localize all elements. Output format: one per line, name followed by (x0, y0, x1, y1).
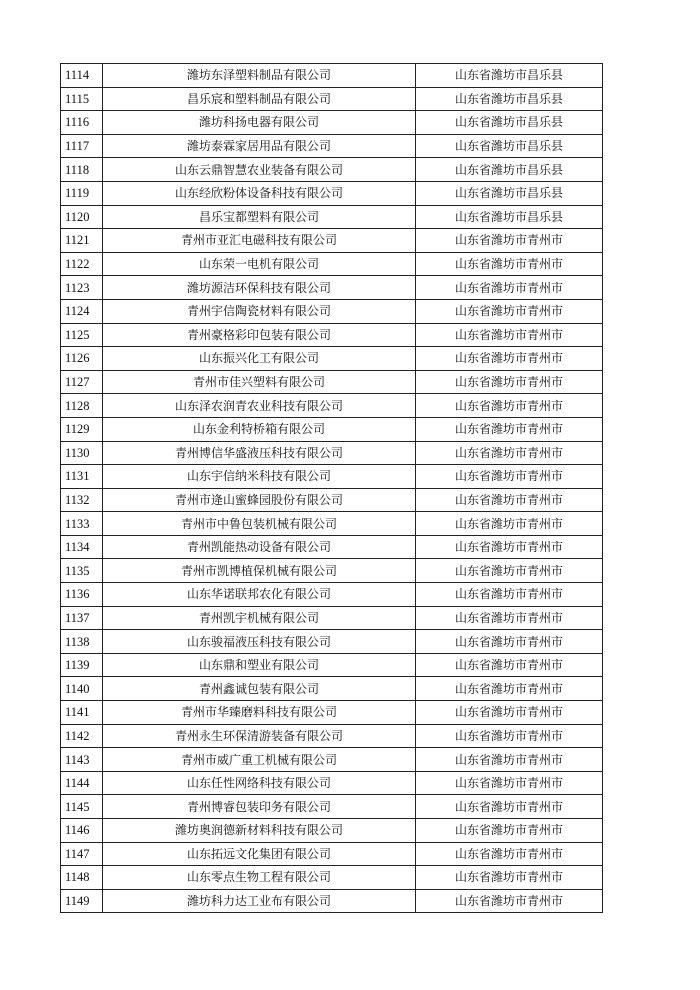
row-number-cell: 1136 (61, 583, 103, 607)
table-row (61, 724, 603, 748)
table-row (61, 158, 603, 182)
table-row (61, 87, 603, 111)
company-name-cell: 青州市凯博植保机械有限公司 (103, 559, 416, 583)
row-number-cell: 1135 (61, 559, 103, 583)
row-number-cell: 1149 (61, 889, 103, 913)
location-cell: 山东省潍坊市青州市 (416, 771, 603, 795)
location-cell: 山东省潍坊市青州市 (416, 606, 603, 630)
company-name-cell: 青州博睿包装印务有限公司 (103, 795, 416, 819)
table-body (61, 64, 603, 913)
table-row (61, 299, 603, 323)
location-cell: 山东省潍坊市青州市 (416, 252, 603, 276)
table-row (61, 653, 603, 677)
location-cell: 山东省潍坊市青州市 (416, 535, 603, 559)
company-name-cell: 青州市佳兴塑料有限公司 (103, 370, 416, 394)
table-row (61, 276, 603, 300)
location-cell: 山东省潍坊市青州市 (416, 724, 603, 748)
row-number-cell: 1148 (61, 866, 103, 890)
row-number-cell: 1115 (61, 87, 103, 111)
location-cell: 山东省潍坊市昌乐县 (416, 181, 603, 205)
company-name-cell: 潍坊东泽塑料制品有限公司 (103, 64, 416, 88)
row-number-cell: 1133 (61, 512, 103, 536)
company-name-cell: 潍坊奥润德新材料科技有限公司 (103, 819, 416, 843)
company-name-cell: 青州市华臻磨料科技有限公司 (103, 701, 416, 725)
company-name-cell: 昌乐宸和塑料制品有限公司 (103, 87, 416, 111)
company-name-cell: 昌乐宝都塑料有限公司 (103, 205, 416, 229)
company-name-cell: 山东经欣粉体设备科技有限公司 (103, 181, 416, 205)
location-cell: 山东省潍坊市昌乐县 (416, 158, 603, 182)
row-number-cell: 1144 (61, 771, 103, 795)
row-number-cell: 1126 (61, 347, 103, 371)
company-name-cell: 山东骏福液压科技有限公司 (103, 630, 416, 654)
table-row (61, 181, 603, 205)
company-name-cell: 青州豪格彩印包装有限公司 (103, 323, 416, 347)
table-row (61, 347, 603, 371)
table-row (61, 701, 603, 725)
table-row (61, 441, 603, 465)
row-number-cell: 1131 (61, 465, 103, 489)
table-row (61, 370, 603, 394)
row-number-cell: 1125 (61, 323, 103, 347)
company-name-cell: 潍坊科扬电器有限公司 (103, 111, 416, 135)
location-cell: 山东省潍坊市青州市 (416, 488, 603, 512)
location-cell: 山东省潍坊市青州市 (416, 370, 603, 394)
company-name-cell: 山东泽农润青农业科技有限公司 (103, 394, 416, 418)
row-number-cell: 1121 (61, 229, 103, 253)
company-name-cell: 青州永生环保清游装备有限公司 (103, 724, 416, 748)
location-cell: 山东省潍坊市青州市 (416, 842, 603, 866)
location-cell: 山东省潍坊市青州市 (416, 795, 603, 819)
location-cell: 山东省潍坊市青州市 (416, 819, 603, 843)
location-cell: 山东省潍坊市青州市 (416, 347, 603, 371)
company-name-cell: 山东宇信纳米科技有限公司 (103, 465, 416, 489)
company-name-cell: 青州博信华盛液压科技有限公司 (103, 441, 416, 465)
row-number-cell: 1147 (61, 842, 103, 866)
row-number-cell: 1146 (61, 819, 103, 843)
company-name-cell: 青州市中鲁包装机械有限公司 (103, 512, 416, 536)
table-row (61, 229, 603, 253)
table-row (61, 748, 603, 772)
company-list-table (60, 63, 603, 913)
table-row (61, 559, 603, 583)
company-name-cell: 山东零点生物工程有限公司 (103, 866, 416, 890)
table-row (61, 252, 603, 276)
table-row (61, 323, 603, 347)
company-name-cell: 潍坊泰霖家居用品有限公司 (103, 134, 416, 158)
location-cell: 山东省潍坊市昌乐县 (416, 111, 603, 135)
document-page (60, 63, 603, 913)
location-cell: 山东省潍坊市青州市 (416, 677, 603, 701)
location-cell: 山东省潍坊市青州市 (416, 394, 603, 418)
location-cell: 山东省潍坊市青州市 (416, 866, 603, 890)
table-row (61, 583, 603, 607)
company-name-cell: 山东振兴化工有限公司 (103, 347, 416, 371)
table-row (61, 889, 603, 913)
company-name-cell: 山东任性网络科技有限公司 (103, 771, 416, 795)
company-name-cell: 山东荣一电机有限公司 (103, 252, 416, 276)
company-name-cell: 青州市威广重工机械有限公司 (103, 748, 416, 772)
row-number-cell: 1119 (61, 181, 103, 205)
location-cell: 山东省潍坊市青州市 (416, 559, 603, 583)
location-cell: 山东省潍坊市昌乐县 (416, 87, 603, 111)
location-cell: 山东省潍坊市青州市 (416, 299, 603, 323)
row-number-cell: 1138 (61, 630, 103, 654)
table-row (61, 606, 603, 630)
row-number-cell: 1128 (61, 394, 103, 418)
location-cell: 山东省潍坊市青州市 (416, 417, 603, 441)
company-name-cell: 青州鑫诚包装有限公司 (103, 677, 416, 701)
table-row (61, 205, 603, 229)
row-number-cell: 1116 (61, 111, 103, 135)
table-row (61, 512, 603, 536)
row-number-cell: 1139 (61, 653, 103, 677)
table-row (61, 111, 603, 135)
location-cell: 山东省潍坊市青州市 (416, 889, 603, 913)
location-cell: 山东省潍坊市青州市 (416, 465, 603, 489)
row-number-cell: 1129 (61, 417, 103, 441)
table-row (61, 630, 603, 654)
location-cell: 山东省潍坊市青州市 (416, 512, 603, 536)
company-name-cell: 山东鼎和塑业有限公司 (103, 653, 416, 677)
table-row (61, 535, 603, 559)
row-number-cell: 1143 (61, 748, 103, 772)
location-cell: 山东省潍坊市昌乐县 (416, 205, 603, 229)
row-number-cell: 1137 (61, 606, 103, 630)
company-name-cell: 潍坊源洁环保科技有限公司 (103, 276, 416, 300)
location-cell: 山东省潍坊市青州市 (416, 229, 603, 253)
location-cell: 山东省潍坊市青州市 (416, 583, 603, 607)
row-number-cell: 1141 (61, 701, 103, 725)
company-name-cell: 山东华诺联邦农化有限公司 (103, 583, 416, 607)
company-name-cell: 青州宇信陶瓷材料有限公司 (103, 299, 416, 323)
location-cell: 山东省潍坊市昌乐县 (416, 134, 603, 158)
table-row (61, 394, 603, 418)
company-name-cell: 青州凯宇机械有限公司 (103, 606, 416, 630)
company-name-cell: 青州市逄山蜜蜂园股份有限公司 (103, 488, 416, 512)
row-number-cell: 1123 (61, 276, 103, 300)
location-cell: 山东省潍坊市青州市 (416, 323, 603, 347)
table-row (61, 488, 603, 512)
row-number-cell: 1114 (61, 64, 103, 88)
location-cell: 山东省潍坊市青州市 (416, 630, 603, 654)
company-name-cell: 青州市亚汇电磁科技有限公司 (103, 229, 416, 253)
row-number-cell: 1140 (61, 677, 103, 701)
row-number-cell: 1122 (61, 252, 103, 276)
row-number-cell: 1118 (61, 158, 103, 182)
table-row (61, 465, 603, 489)
row-number-cell: 1142 (61, 724, 103, 748)
row-number-cell: 1120 (61, 205, 103, 229)
location-cell: 山东省潍坊市昌乐县 (416, 64, 603, 88)
location-cell: 山东省潍坊市青州市 (416, 748, 603, 772)
row-number-cell: 1124 (61, 299, 103, 323)
table-row (61, 771, 603, 795)
company-name-cell: 山东云鼎智慧农业装备有限公司 (103, 158, 416, 182)
row-number-cell: 1132 (61, 488, 103, 512)
table-row (61, 417, 603, 441)
row-number-cell: 1130 (61, 441, 103, 465)
company-name-cell: 潍坊科力达工业布有限公司 (103, 889, 416, 913)
table-row (61, 677, 603, 701)
location-cell: 山东省潍坊市青州市 (416, 276, 603, 300)
table-row (61, 64, 603, 88)
location-cell: 山东省潍坊市青州市 (416, 441, 603, 465)
company-name-cell: 山东拓远文化集团有限公司 (103, 842, 416, 866)
location-cell: 山东省潍坊市青州市 (416, 653, 603, 677)
table-row (61, 795, 603, 819)
location-cell: 山东省潍坊市青州市 (416, 701, 603, 725)
table-row (61, 819, 603, 843)
table-row (61, 842, 603, 866)
row-number-cell: 1134 (61, 535, 103, 559)
table-row (61, 134, 603, 158)
row-number-cell: 1127 (61, 370, 103, 394)
row-number-cell: 1117 (61, 134, 103, 158)
company-name-cell: 山东金利特桥箱有限公司 (103, 417, 416, 441)
table-row (61, 866, 603, 890)
company-name-cell: 青州凯能热动设备有限公司 (103, 535, 416, 559)
row-number-cell: 1145 (61, 795, 103, 819)
